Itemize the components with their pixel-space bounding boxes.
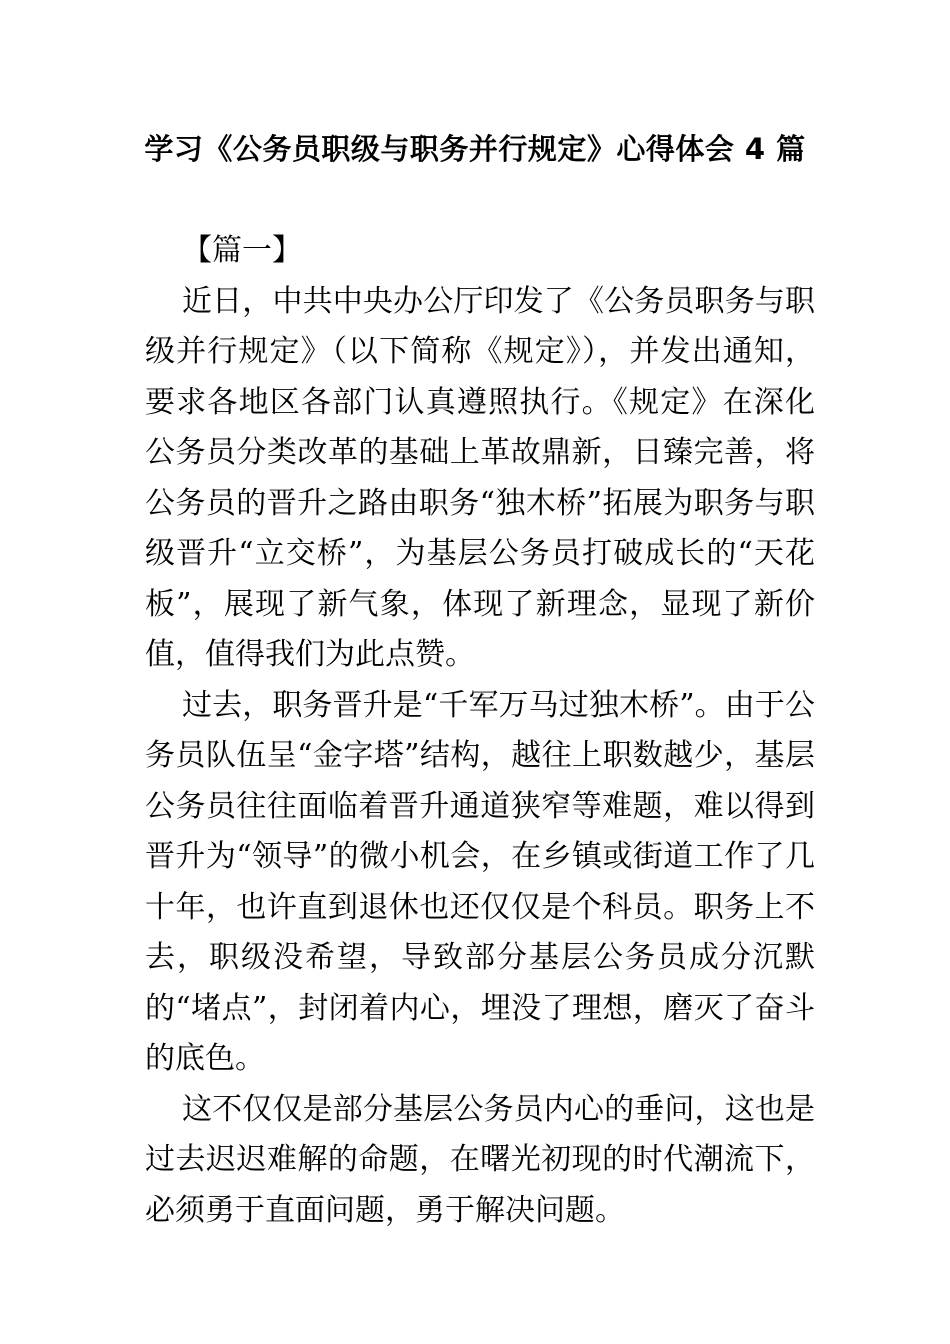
- document-title: 学习《公务员职级与职务并行规定》心得体会 4 篇: [144, 132, 806, 166]
- paragraph-2: 过去，职务晋升是“千军万马过独木桥”。由于公务员队伍呈“金字塔”结构，越往上职数越少，基层公务员往往面临着晋升通道狭窄等难题，难以得到晋升为“领导”的微小机会，在乡镇或街道工作了几十年，也许直到退休也还仅仅是个科员。职务上不去，职级没希望，导致部分基层公务员成分沉默的“堵点”，封闭着内心，埋没了理想，磨灭了奋斗的底色。: [145, 687, 815, 1076]
- paragraph-1: 近日，中共中央办公厅印发了《公务员职务与职级并行规定》（以下简称《规定》），并发出通知，要求各地区各部门认真遵照执行。《规定》在深化公务员分类改革的基础上革故鼎新，日臻完善，将公务员的晋升之路由职务“独木桥”拓展为职务与职级晋升“立交桥”，为基层公务员打破成长的“天花板”，展现了新气象，体现了新理念，显现了新价值，值得我们为此点赞。: [145, 283, 815, 672]
- document-body: [145, 226, 815, 1236]
- section-heading: 【篇一】: [182, 233, 302, 268]
- paragraph-3: 这不仅仅是部分基层公务员内心的垂问，这也是过去迟迟难解的命题，在曙光初现的时代潮流下，必须勇于直面问题，勇于解决问题。: [145, 1091, 815, 1228]
